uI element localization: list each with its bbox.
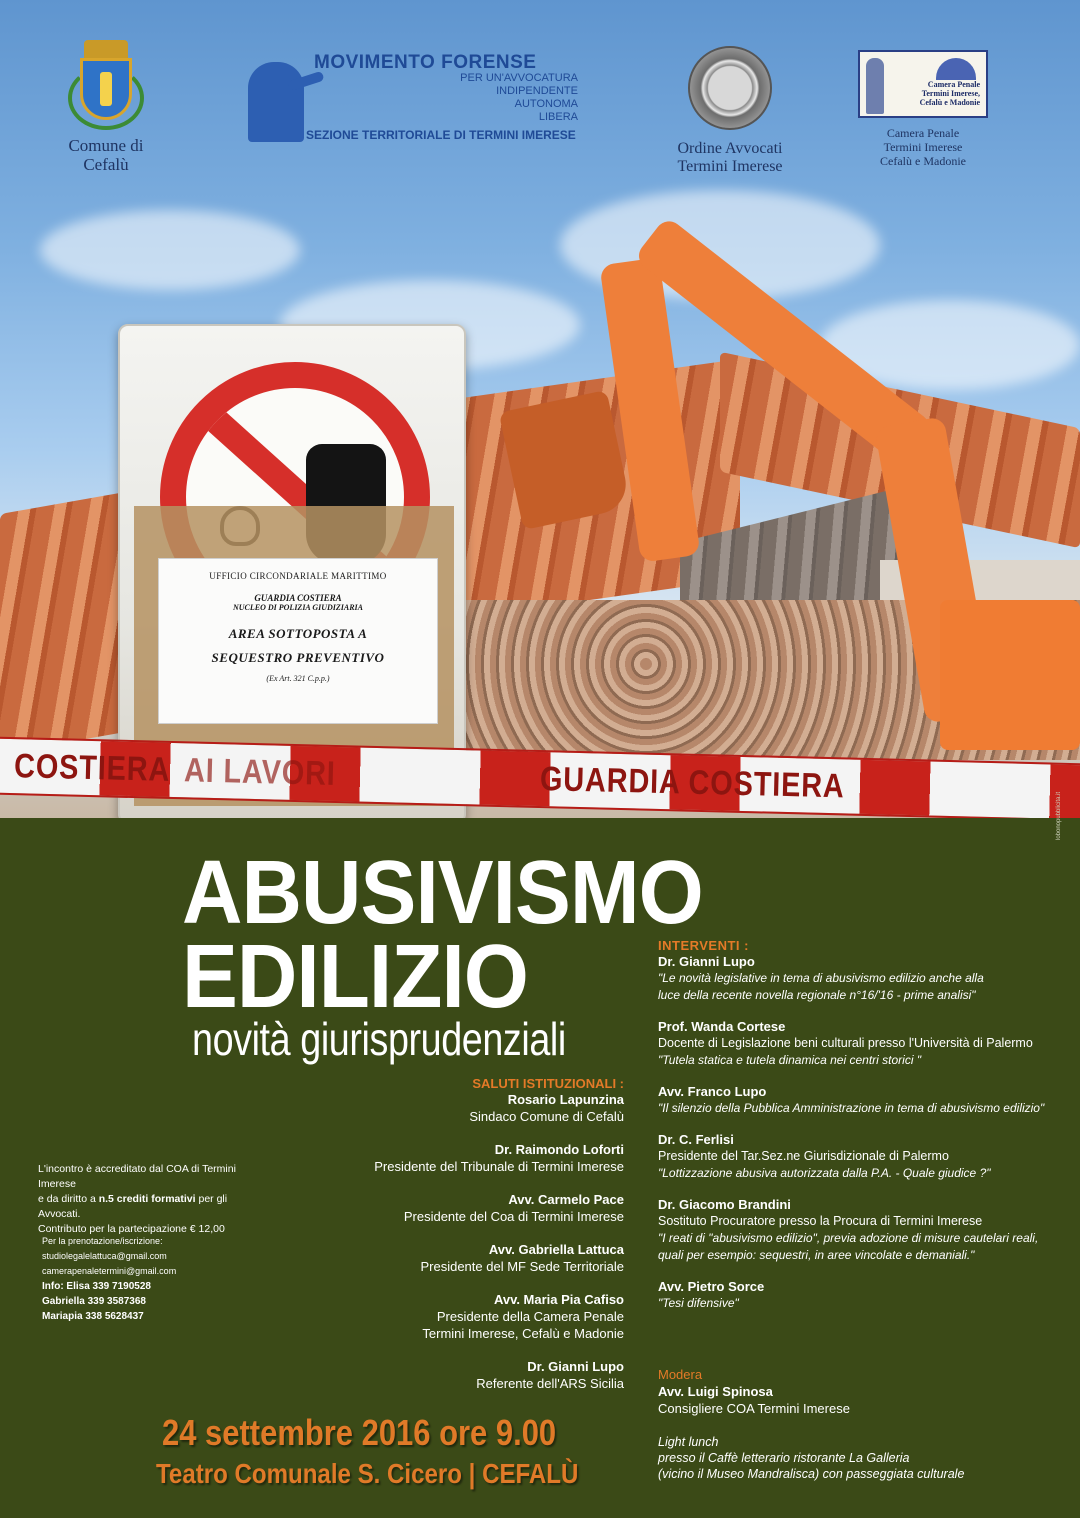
speaker-item: Avv. Franco Lupo "Il silenzio della Pubblica Amministrazione in tema di abusivismo edilizio"	[658, 1084, 1045, 1115]
camera-penale-badge: Camera Penale Termini Imerese, Cefalù e Madonie	[858, 50, 988, 118]
designer-credit: lobonopubblicita.it	[1056, 791, 1062, 840]
contacts-label: Per la prenotazione/iscrizione:	[42, 1236, 163, 1246]
mf-section: SEZIONE TERRITORIALE DI TERMINI IMERESE	[306, 128, 576, 142]
notice-article: (Ex Art. 321 C.p.p.)	[266, 674, 330, 683]
camera-line3: Cefalù e Madonie	[880, 154, 966, 168]
ordine-line1: Ordine Avvocati	[677, 140, 783, 157]
speaker-item: Prof. Wanda Cortese Docente di Legislazione beni culturali presso l'Università di Palermo "Tutela statica e tutela dinamica nei centri storici "	[658, 1019, 1033, 1067]
notice-area: AREA SOTTOPOSTA A	[228, 626, 368, 641]
saluti-item: Avv. Maria Pia Cafiso Presidente della Camera Penale Termini Imerese, Cefalù e Madonie	[422, 1292, 624, 1341]
logo-ordine-avvocati	[650, 46, 810, 176]
saluti-item: Dr. Gianni Lupo Referente dell'ARS Sicilia	[476, 1359, 624, 1391]
tape-text: AI LAVORI	[183, 751, 337, 794]
moderator-section	[658, 1366, 1068, 1417]
speaker-item: Dr. Giacomo Brandini Sostituto Procuratore presso la Procura di Termini Imerese "I reati di "abusivismo edilizio", previa adozione di misure cautelari reali, quali per esempio: sequestri, in aree vincolate e demaniali."	[658, 1197, 1039, 1262]
tape-text: GUARDIA COSTIERA	[539, 760, 846, 806]
excavator-body	[940, 600, 1080, 750]
orator-figure-icon	[248, 62, 304, 142]
saluti-section	[324, 1076, 624, 1408]
cloud	[40, 210, 300, 290]
moderator-role: Consigliere COA Termini Imerese	[658, 1401, 850, 1416]
phone-info: Mariapia 338 5628437	[42, 1311, 144, 1322]
logo-movimento-forense	[248, 52, 588, 142]
lunch-info: Light lunch presso il Caffè letterario ristorante La Galleria (vicino il Museo Mandralisca) con passeggiata culturale	[658, 1435, 965, 1481]
notice-unit: NUCLEO DI POLIZIA GIUDIZIARIA	[232, 603, 364, 612]
notice-guard: GUARDIA COSTIERA	[254, 593, 342, 603]
moderator-name: Avv. Luigi Spinosa	[658, 1384, 773, 1399]
tape-text: COSTIERA	[13, 747, 171, 789]
mf-tagline: PER UN'AVVOCATURA INDIPENDENTE AUTONOMA LIBERA	[460, 72, 578, 123]
moderator-label: Modera	[658, 1367, 703, 1382]
saluti-item: Rosario Lapunzina Sindaco Comune di Cefalù	[469, 1092, 624, 1124]
camera-line2: Termini Imerese	[883, 140, 963, 154]
contact-info	[42, 1234, 242, 1324]
mf-title: MOVIMENTO FORENSE	[314, 52, 537, 73]
speaker-item: Dr. C. Ferlisi Presidente del Tar.Sez.ne Giurisdizionale di Palermo "Lottizzazione abusiva autorizzata dalla P.A. - Quale giudice ?"	[658, 1132, 991, 1180]
interventi-section	[658, 938, 1068, 1326]
camera-line1: Camera Penale	[886, 126, 960, 140]
phone-info: Info: Elisa 339 7190528	[42, 1281, 151, 1292]
accreditation-info: L'incontro è accreditato dal COA di Termini Imerese e da diritto a n.5 crediti formativi per gli Avvocati. Contributo per la partecipazione € 12,00	[38, 1163, 236, 1235]
saluti-item: Avv. Gabriella Lattuca Presidente del MF Sede Territoriale	[420, 1242, 624, 1274]
seal-icon	[688, 46, 772, 130]
event-venue: Teatro Comunale S. Cicero | CEFALÙ	[156, 1458, 579, 1489]
logo-camera-penale	[848, 50, 998, 168]
logo-comune-cefalu	[46, 40, 166, 174]
title-line2: EDILIZIO	[182, 927, 528, 1027]
justice-statue-icon	[866, 58, 884, 114]
title-line1: ABUSIVISMO	[182, 843, 703, 943]
saluti-heading: SALUTI ISTITUZIONALI :	[472, 1076, 624, 1091]
cathedral-icon	[936, 58, 976, 80]
phone-info: Gabriella 339 3587368	[42, 1296, 146, 1307]
saluti-item: Avv. Carmelo Pace Presidente del Coa di Termini Imerese	[403, 1192, 624, 1224]
speaker-item: Dr. Gianni Lupo "Le novità legislative in tema di abusivismo edilizio anche alla luce della recente novella regionale n°16/'16 - prime analisi"	[658, 954, 984, 1002]
coat-of-arms-icon	[66, 40, 146, 130]
notice-office: UFFICIO CIRCONDARIALE MARITTIMO	[209, 571, 387, 581]
subtitle: novità giurisprudenziali	[192, 1013, 566, 1065]
email-link[interactable]: camerapenaletermini@gmail.com	[42, 1266, 177, 1276]
comune-name: Cefalù	[83, 155, 129, 174]
seizure-notice	[158, 558, 438, 724]
comune-label: Comune di	[68, 136, 144, 155]
saluti-item: Dr. Raimondo Loforti Presidente del Tribunale di Termini Imerese	[374, 1142, 624, 1174]
ordine-line2: Termini Imerese	[677, 158, 783, 175]
speaker-item: Avv. Pietro Sorce "Tesi difensive"	[658, 1279, 765, 1310]
event-date: 24 settembre 2016 ore 9.00	[162, 1412, 557, 1453]
interventi-heading: INTERVENTI :	[658, 938, 749, 953]
email-link[interactable]: studiolegalelattuca@gmail.com	[42, 1251, 167, 1261]
notice-seizure: SEQUESTRO PREVENTIVO	[211, 650, 385, 665]
